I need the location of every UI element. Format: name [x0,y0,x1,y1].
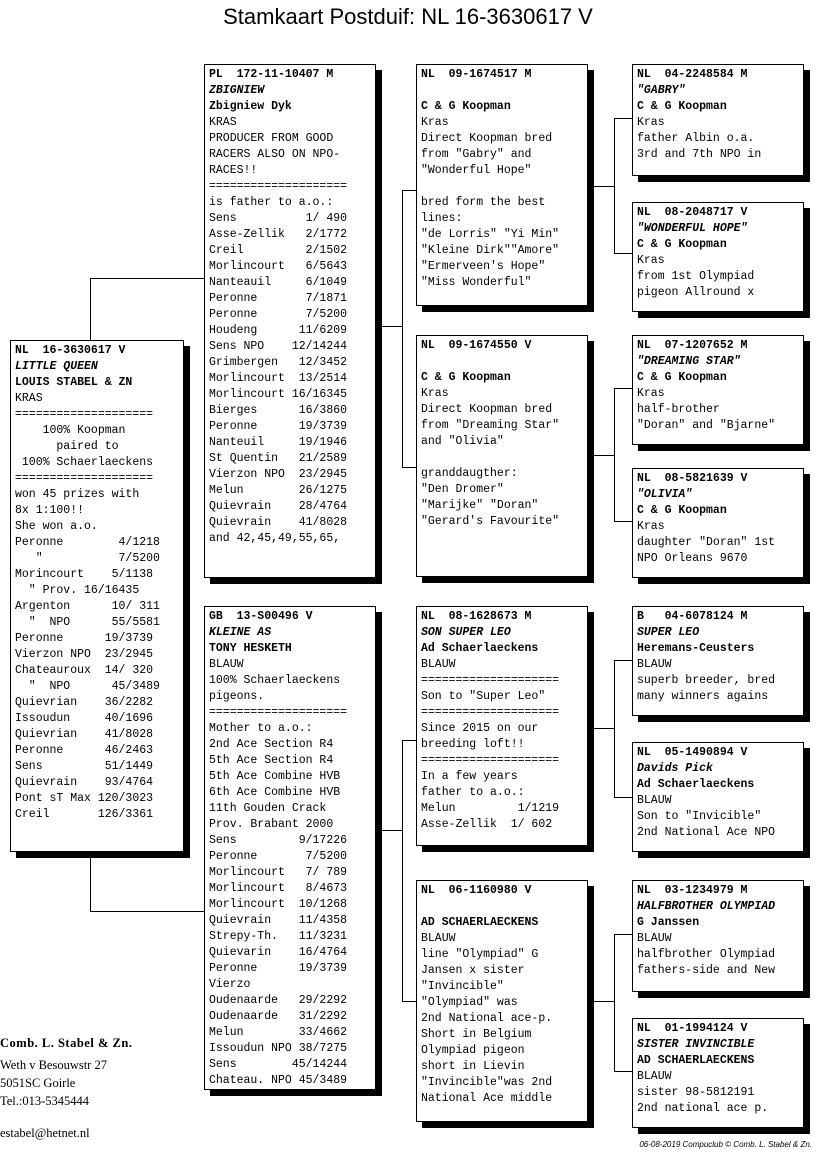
connector-line [614,521,632,522]
pigeon-card-root [10,340,184,852]
card-line: Jansen x sister [421,964,525,977]
breeder-name: Ad Schaerlaeckens [637,778,755,791]
card-line: Morlincourt 16/16345 [209,388,348,401]
card-line: sister 98-5812191 [637,1086,755,1099]
pigeon-name: SON SUPER LEO [421,626,511,639]
card-line: Direct Koopman bred [421,403,553,416]
ring-number: NL 09-1674517 M [421,68,532,81]
card-line: Oudenaarde 29/2292 [209,994,348,1007]
pigeon-name: "DREAMING STAR" [637,355,741,368]
pigeon-name: "OLIVIA" [637,488,693,501]
connector-line [614,934,615,1072]
card-line: granddaugther: [421,467,518,480]
pigeon-card-dam-sire-dam [632,742,804,852]
card-line [421,83,583,99]
card-line: Creil 126/3361 [15,808,154,821]
connector-line [614,118,632,119]
connector-line [614,118,615,254]
card-line: 2nd National Ace NPO [637,826,776,839]
owner-info [0,1034,132,1142]
card-line: RACES!! [209,164,258,177]
pigeon-card-dam [204,606,376,1090]
card-line: daughter "Doran" 1st [637,536,776,549]
card-line: Kras [637,387,665,400]
card-line: lines: [421,212,463,225]
card-line: Morlincourt 8/4673 [209,882,348,895]
card-line: Quievrian 41/8028 [15,728,154,741]
pigeon-name: "GABRY" [637,84,686,97]
card-line: 100% Schaerlaeckens [15,456,154,469]
connector-line [402,467,416,468]
card-line: BLAUW [637,794,672,807]
connector-line [614,797,632,798]
card-line: from 1st Olympiad [637,270,755,283]
pigeon-card-sire-dam [416,335,588,577]
connector-line [376,326,402,327]
card-line: Morlincourt 6/5643 [209,260,348,273]
pigeon-card-sire-sire-sire [632,64,804,176]
card-line: " NPO 55/5581 [15,616,160,629]
card-line: and "Olivia" [421,435,504,448]
card-line: many winners agains [637,690,769,703]
card-line: Prov. Brabant 2000 [209,818,334,831]
card-line: ==================== [15,408,154,421]
card-line: Asse-Zellik 2/1772 [209,228,348,241]
ring-number: NL 07-1207652 M [637,339,748,352]
card-line: 6th Ace Combine HVB [209,786,341,799]
card-line: "Wonderful Hope" [421,164,532,177]
breeder-name: Ad Schaerlaeckens [421,642,539,655]
pigeon-name: ZBIGNIEW [209,84,265,97]
connector-line [90,278,91,340]
card-line: Direct Koopman bred [421,132,553,145]
card-line: " NPO 45/3489 [15,680,160,693]
card-line: "Invincible"was 2nd [421,1076,553,1089]
card-line: Peronne 19/3739 [209,962,348,975]
card-line: "de Lorris" "Yi Min" [421,228,560,241]
card-line: Peronne 19/3739 [15,632,154,645]
card-line: won 45 prizes with [15,488,140,501]
footer-credit: 06-08-2019 Compuclub © Comb. L. Stabel & Zn. [639,1140,812,1149]
card-line: Sens 51/1449 [15,760,154,773]
card-line [421,354,583,370]
card-line: father to a.o.: [421,786,525,799]
breeder-name: C & G Koopman [637,371,727,384]
card-line: Pont sT Max 120/3023 [15,792,154,805]
card-line: Vierzo [209,978,251,991]
card-line: Chateau. NPO 45/3489 [209,1074,348,1087]
connector-line [588,1001,614,1002]
card-line: Melun 26/1275 [209,484,348,497]
card-line: Creil 2/1502 [209,244,348,257]
ring-number: NL 08-1628673 M [421,610,532,623]
card-line: fathers-side and New [637,964,776,977]
connector-line [402,1001,416,1002]
card-line: 5th Ace Section R4 [209,754,334,767]
card-line: ==================== [421,754,560,767]
card-line: In a few years [421,770,518,783]
breeder-name: Zbigniew Dyk [209,100,292,113]
card-line: ==================== [421,706,560,719]
breeder-name: LOUIS STABEL & ZN [15,376,133,389]
card-line: 3rd and 7th NPO in [637,148,762,161]
pigeon-card-dam-sire-sire [632,606,804,716]
ring-number: NL 08-5821639 V [637,472,748,485]
breeder-name: TONY HESKETH [209,642,292,655]
card-line: 8x 1:100!! [15,504,85,517]
ring-number: NL 08-2048717 V [637,206,748,219]
card-line: "Kleine Dirk""Amore" [421,244,560,257]
pigeon-card-sire-dam-sire [632,335,804,445]
ring-number: NL 01-1994124 V [637,1022,748,1035]
ring-number: PL 172-11-10407 M [209,68,334,81]
connector-line [402,740,416,741]
connector-line [588,186,614,187]
card-line: Kras [637,520,665,533]
ring-number: NL 06-1160980 V [421,884,532,897]
card-line: Morlincourt 10/1268 [209,898,348,911]
pigeon-card-dam-dam-dam [632,1018,804,1128]
breeder-name: C & G Koopman [637,504,727,517]
card-line: PRODUCER FROM GOOD [209,132,334,145]
card-line: Issoudun 40/1696 [15,712,154,725]
breeder-name: Heremans-Ceusters [637,642,755,655]
card-line: breeding loft!! [421,738,525,751]
pigeon-name: SUPER LEO [637,626,700,639]
card-line: BLAUW [209,658,244,671]
card-line: KRAS [15,392,43,405]
connector-line [90,852,91,912]
card-line: Sens NPO 12/14244 [209,340,348,353]
pigeon-card-sire-sire [416,64,588,306]
pigeon-card-sire [204,64,376,578]
card-line: Peronne 4/1218 [15,536,160,549]
connector-line [588,728,614,729]
card-line: Peronne 46/2463 [15,744,154,757]
pigeon-name: Davids Pick [637,762,713,775]
card-line: Oudenaarde 31/2292 [209,1010,348,1023]
card-line: bred form the best [421,196,546,209]
pigeon-name: "WONDERFUL HOPE" [637,222,748,235]
card-line: Kras [637,116,665,129]
card-line: BLAUW [637,932,672,945]
card-line: Quievrian 36/2282 [15,696,154,709]
card-line: Son to "Super Leo" [421,690,546,703]
card-line: from "Dreaming Star" [421,419,560,432]
breeder-name: C & G Koopman [637,100,727,113]
connector-line [614,388,615,522]
connector-line [588,455,614,456]
connector-line [402,190,416,191]
card-line: 100% Schaerlaeckens [209,674,341,687]
card-line: Sens 9/17226 [209,834,348,847]
card-line: Vierzon NPO 23/2945 [15,648,154,661]
card-line: halfbrother Olympiad [637,948,776,961]
card-line: father Albin o.a. [637,132,755,145]
card-line: superb breeder, bred [637,674,776,687]
card-line: "Olympiad" was [421,996,518,1009]
connector-line [90,911,204,912]
card-line: Melun 1/1219 [421,802,560,815]
card-line: Issoudun NPO 38/7275 [209,1042,348,1055]
connector-line [90,278,204,279]
card-line: Quievrain 28/4764 [209,500,348,513]
card-line: Kras [421,387,449,400]
card-line: Morincourt 5/1138 [15,568,154,581]
breeder-name: C & G Koopman [421,100,511,113]
card-line: Kras [421,116,449,129]
ring-number: NL 04-2248584 M [637,68,748,81]
connector-line [614,660,615,798]
card-line: line "Olympiad" G [421,948,539,961]
card-line: NPO Orleans 9670 [637,552,748,565]
pigeon-card-sire-sire-dam [632,202,804,312]
card-line: "Marijke" "Doran" [421,499,539,512]
card-line: Since 2015 on our [421,722,539,735]
card-line: BLAUW [421,932,456,945]
card-line: "Ermerveen's Hope" [421,260,546,273]
card-line: "Den Dromer" [421,483,504,496]
pigeon-card-dam-dam-sire [632,880,804,992]
card-line: Peronne 7/1871 [209,292,348,305]
card-line: Asse-Zellik 1/ 602 [421,818,553,831]
card-line: Kras [637,254,665,267]
page-title: Stamkaart Postduif: NL 16-3630617 V [223,4,593,29]
ring-number: NL 16-3630617 V [15,344,126,357]
card-line: Mother to a.o.: [209,722,313,735]
breeder-name: AD SCHAERLAECKENS [421,916,539,929]
owner-name: Comb. L. Stabel & Zn. [0,1036,133,1050]
breeder-name: C & G Koopman [421,371,511,384]
card-line: "Invincible" [421,980,504,993]
card-line: pigeon Allround x [637,286,755,299]
ring-number: GB 13-S00496 V [209,610,313,623]
card-line: Vierzon NPO 23/2945 [209,468,348,481]
card-line [421,899,583,915]
ring-number: NL 03-1234979 M [637,884,748,897]
card-line: is father to a.o.: [209,196,334,209]
card-line: short in Lievin [421,1060,525,1073]
connector-line [376,830,402,831]
connector-line [614,388,632,389]
card-line: ==================== [209,180,348,193]
card-line: BLAUW [421,658,456,671]
card-line: "Miss Wonderful" [421,276,532,289]
card-line: Short in Belgium [421,1028,532,1041]
card-line: Nanteuil 19/1946 [209,436,348,449]
card-line: BLAUW [637,658,672,671]
card-line: 5th Ace Combine HVB [209,770,341,783]
owner-email[interactable]: estabel@hetnet.nl [0,1126,90,1140]
owner-address-city: 5051SC Goirle [0,1076,76,1090]
card-line: Quievrain 41/8028 [209,516,348,529]
card-line: 2nd National ace-p. [421,1012,553,1025]
owner-address-street: Weth v Besouwstr 27 [0,1058,107,1072]
card-line: St Quentin 21/2589 [209,452,348,465]
pigeon-name: LITTLE QUEEN [15,360,98,373]
card-line: "Doran" and "Bjarne" [637,419,776,432]
card-line [421,450,583,466]
card-line: paired to [15,440,119,453]
card-line: 11th Gouden Crack [209,802,327,815]
card-line: 2nd Ace Section R4 [209,738,334,751]
ring-number: NL 09-1674550 V [421,339,532,352]
breeder-name: G Janssen [637,916,700,929]
card-line: Bierges 16/3860 [209,404,348,417]
card-line: Chateauroux 14/ 320 [15,664,154,677]
connector-line [402,190,403,468]
card-line: Quievrain 11/4358 [209,914,348,927]
card-line: half-brother [637,403,720,416]
card-line: ==================== [421,674,560,687]
card-line: Strepy-Th. 11/3231 [209,930,348,943]
ring-number: NL 05-1490894 V [637,746,748,759]
card-line: She won a.o. [15,520,98,533]
card-line: National Ace middle [421,1092,553,1105]
card-line: Peronne 7/5200 [209,308,348,321]
card-line: Olympiad pigeon [421,1044,525,1057]
card-line: from "Gabry" and [421,148,532,161]
card-line: " Prov. 16/16435 [15,584,140,597]
card-line: 100% Koopman [15,424,126,437]
card-line [421,179,583,195]
card-line: Grimbergen 12/3452 [209,356,348,369]
ring-number: B 04-6078124 M [637,610,748,623]
connector-line [614,934,632,935]
card-line: pigeons. [209,690,265,703]
card-line: Peronne 7/5200 [209,850,348,863]
breeder-name: AD SCHAERLAECKENS [637,1054,755,1067]
connector-line [614,1071,632,1072]
card-line: Argenton 10/ 311 [15,600,160,613]
connector-line [614,253,632,254]
connector-line [402,740,403,1002]
card-line: Melun 33/4662 [209,1026,348,1039]
card-line: "Gerard's Favourite" [421,515,560,528]
card-line: Peronne 19/3739 [209,420,348,433]
card-line: Sens 1/ 490 [209,212,348,225]
card-line: Son to "Invicible" [637,810,762,823]
pigeon-name: HALFBROTHER OLYMPIAD [637,900,776,913]
card-line: Quievarin 16/4764 [209,946,348,959]
card-line: ==================== [209,706,348,719]
card-line: Morlincourt 13/2514 [209,372,348,385]
card-line: RACERS ALSO ON NPO- [209,148,341,161]
card-line: ==================== [15,472,154,485]
pigeon-card-dam-sire [416,606,588,846]
card-line: Nanteauil 6/1049 [209,276,348,289]
owner-phone: Tel.:013-5345444 [0,1094,90,1108]
pigeon-card-sire-dam-dam [632,468,804,578]
card-line: Houdeng 11/6209 [209,324,348,337]
card-line: KRAS [209,116,237,129]
card-line: Quievrain 93/4764 [15,776,154,789]
card-line: Sens 45/14244 [209,1058,348,1071]
pigeon-name: SISTER INVINCIBLE [637,1038,755,1051]
card-line: 2nd national ace p. [637,1102,769,1115]
pigeon-card-dam-dam [416,880,588,1122]
connector-line [614,660,632,661]
card-line: BLAUW [637,1070,672,1083]
breeder-name: C & G Koopman [637,238,727,251]
pigeon-name: KLEINE AS [209,626,272,639]
card-line: " 7/5200 [15,552,160,565]
card-line: and 42,45,49,55,65, [209,532,341,545]
card-line: Morlincourt 7/ 789 [209,866,348,879]
